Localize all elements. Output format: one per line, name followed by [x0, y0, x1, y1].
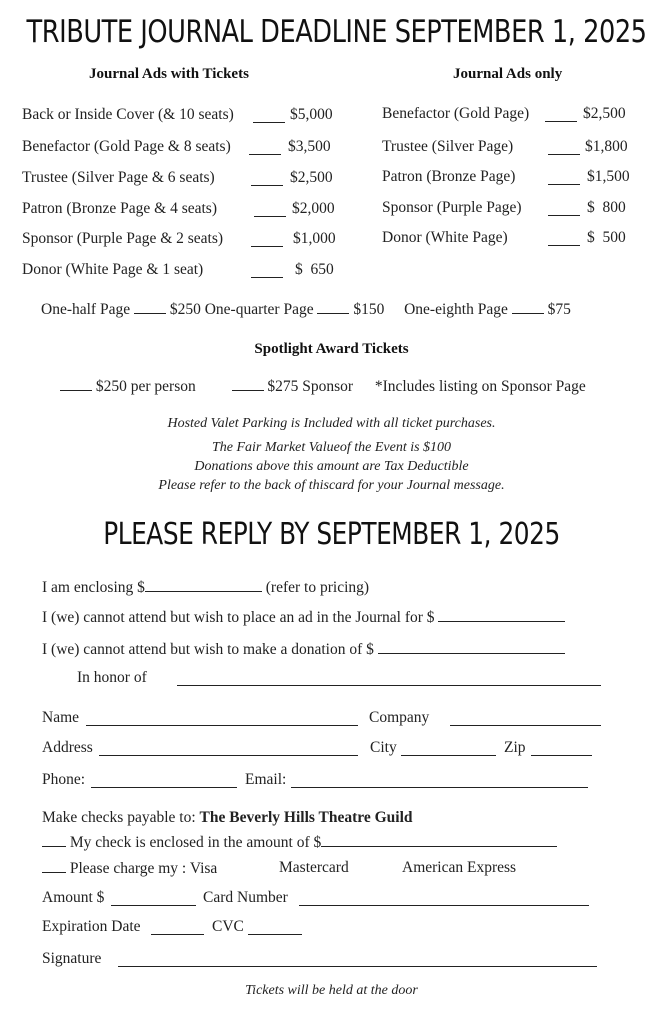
tax-deductible-note: Donations above this amount are Tax Deductible	[194, 459, 469, 474]
ad-item-blank[interactable]	[545, 107, 577, 122]
check-enclosed-label: My check is enclosed in the amount of $	[69, 834, 322, 851]
ticket-item-price: $2,000	[292, 200, 335, 217]
ad-item-price: $1,500	[587, 168, 630, 185]
fair-market-value-note: The Fair Market Valueof the Event is $100	[211, 440, 452, 455]
card-number-field[interactable]	[299, 891, 589, 906]
ad-item-label: Sponsor (Purple Page)	[382, 199, 522, 216]
ticket-item-label: Benefactor (Gold Page & 8 seats)	[22, 138, 231, 155]
email-label: Email:	[245, 771, 287, 788]
ticket-item	[22, 106, 333, 124]
checks-payee: The Beverly Hills Theatre Guild	[199, 809, 413, 826]
reply-title: PLEASE REPLY BY SEPTEMBER 1, 2025	[103, 517, 560, 552]
city-field[interactable]	[401, 741, 496, 756]
quarter-page-label: One-quarter Page	[204, 301, 314, 318]
spotlight-note: *Includes listing on Sponsor Page	[374, 378, 586, 395]
address-label: Address	[42, 739, 93, 756]
card-number-label: Card Number	[203, 889, 288, 906]
cvc-label: CVC	[212, 918, 244, 935]
ticket-item-label: Sponsor (Purple Page & 2 seats)	[22, 230, 224, 247]
ticket-item-price: $2,500	[290, 169, 333, 186]
eighth-page-price: $75	[547, 301, 571, 318]
charge-visa-label[interactable]: Please charge my : Visa	[69, 860, 218, 877]
spotlight-person-blank[interactable]	[60, 376, 92, 391]
ad-item-label: Trustee (Silver Page)	[382, 138, 514, 155]
ticket-item	[22, 230, 336, 248]
half-page-label: One-half Page	[41, 301, 131, 318]
quarter-page-price: $150	[353, 301, 385, 318]
ad-item-price: $1,800	[585, 138, 628, 155]
ticket-item-blank[interactable]	[253, 108, 285, 123]
journal-message-note: Please refer to the back of thiscard for your Journal message.	[158, 478, 505, 493]
ticket-item-label: Patron (Bronze Page & 4 seats)	[22, 200, 217, 217]
ticket-item-blank[interactable]	[254, 202, 286, 217]
amount-label: Amount $	[42, 889, 105, 906]
zip-field[interactable]	[531, 741, 592, 756]
donation-amount-field[interactable]	[378, 639, 565, 654]
spotlight-sponsor-blank[interactable]	[232, 376, 264, 391]
american-express-option[interactable]: American Express	[402, 859, 517, 876]
enclosing-amount-field[interactable]	[145, 577, 262, 592]
address-field[interactable]	[99, 741, 358, 756]
ad-item	[382, 168, 630, 186]
spotlight-heading: Spotlight Award Tickets	[254, 341, 409, 357]
journal-deadline-title: TRIBUTE JOURNAL DEADLINE SEPTEMBER 1, 2025	[26, 14, 647, 50]
check-enclosed-row	[42, 832, 557, 852]
ticket-item	[22, 261, 334, 279]
ad-item	[382, 105, 626, 123]
ad-item	[382, 229, 626, 247]
charge-row	[42, 858, 217, 878]
ad-item-price: $ 500	[587, 229, 626, 246]
zip-label: Zip	[504, 739, 526, 756]
enclosing-row	[42, 577, 369, 597]
ad-item-label: Patron (Bronze Page)	[382, 168, 516, 185]
charge-checkbox[interactable]	[42, 858, 66, 873]
phone-field[interactable]	[91, 773, 237, 788]
ticket-item-blank[interactable]	[251, 263, 283, 278]
name-label: Name	[42, 709, 80, 726]
ad-item	[382, 138, 628, 156]
checks-payable-row	[42, 809, 413, 827]
ad-item-blank[interactable]	[548, 231, 580, 246]
cvc-field[interactable]	[248, 920, 302, 935]
honor-label: In honor of	[77, 669, 147, 686]
ad-item-blank[interactable]	[548, 140, 580, 155]
honor-field[interactable]	[177, 671, 601, 686]
city-label: City	[370, 739, 397, 756]
spotlight-per-person: $250 per person	[95, 378, 196, 395]
half-page-price: $250	[169, 301, 201, 318]
enclosing-label: I am enclosing $	[42, 579, 145, 596]
company-field[interactable]	[450, 711, 601, 726]
ticket-item-price: $3,500	[288, 138, 331, 155]
name-field[interactable]	[86, 711, 358, 726]
ad-item-label: Benefactor (Gold Page)	[382, 105, 530, 122]
spotlight-sponsor: $275 Sponsor	[267, 378, 354, 395]
company-label: Company	[369, 709, 430, 726]
ticket-item-label: Trustee (Silver Page & 6 seats)	[22, 169, 215, 186]
donation-row	[42, 639, 565, 659]
ad-item-blank[interactable]	[548, 170, 580, 185]
ad-item-label: Donor (White Page)	[382, 229, 508, 246]
eighth-page-label: One-eighth Page	[404, 301, 508, 318]
ticket-item-label: Donor (White Page & 1 seat)	[22, 261, 204, 278]
eighth-page-blank[interactable]	[512, 299, 544, 314]
donation-label: I (we) cannot attend but wish to make a donation of $	[42, 641, 374, 658]
ad-item-blank[interactable]	[548, 201, 580, 216]
ticket-item-price: $5,000	[290, 106, 333, 123]
quarter-page-blank[interactable]	[317, 299, 349, 314]
ad-item	[382, 199, 626, 217]
ticket-item	[22, 169, 333, 187]
ad-amount-field[interactable]	[438, 607, 565, 622]
email-field[interactable]	[291, 773, 588, 788]
ad-label: I (we) cannot attend but wish to place an ad in the Journal for $	[42, 609, 435, 626]
ad-item-price: $ 800	[587, 199, 626, 216]
ticket-item-blank[interactable]	[249, 140, 281, 155]
signature-field[interactable]	[118, 952, 597, 967]
ticket-item-blank[interactable]	[251, 171, 283, 186]
ticket-item	[22, 138, 331, 156]
amount-field[interactable]	[111, 891, 196, 906]
tickets-at-door-note: Tickets will be held at the door	[245, 983, 418, 998]
half-page-blank[interactable]	[134, 299, 166, 314]
check-enclosed-checkbox[interactable]	[42, 832, 66, 847]
partial-pages-row	[41, 299, 571, 319]
ticket-item-blank[interactable]	[251, 232, 283, 247]
tickets-heading: Journal Ads with Tickets	[89, 66, 249, 82]
expiration-label: Expiration Date	[42, 918, 141, 935]
mastercard-option[interactable]: Mastercard	[279, 859, 349, 876]
checks-payable-label: Make checks payable to:	[42, 809, 196, 826]
valet-note: Hosted Valet Parking is Included with all ticket purchases.	[167, 416, 496, 431]
phone-label: Phone:	[42, 771, 86, 788]
spotlight-row	[60, 376, 586, 396]
ticket-item-price: $ 650	[295, 261, 334, 278]
ticket-item-price: $1,000	[293, 230, 336, 247]
expiration-field[interactable]	[151, 920, 204, 935]
ticket-item-label: Back or Inside Cover (& 10 seats)	[22, 106, 234, 123]
enclosing-pricing-note: (refer to pricing)	[265, 579, 370, 596]
ticket-item	[22, 200, 335, 218]
ad-row	[42, 607, 565, 627]
ad-item-price: $2,500	[583, 105, 626, 122]
signature-label: Signature	[42, 950, 102, 967]
ads-only-heading: Journal Ads only	[453, 66, 563, 82]
check-amount-field[interactable]	[321, 832, 557, 847]
